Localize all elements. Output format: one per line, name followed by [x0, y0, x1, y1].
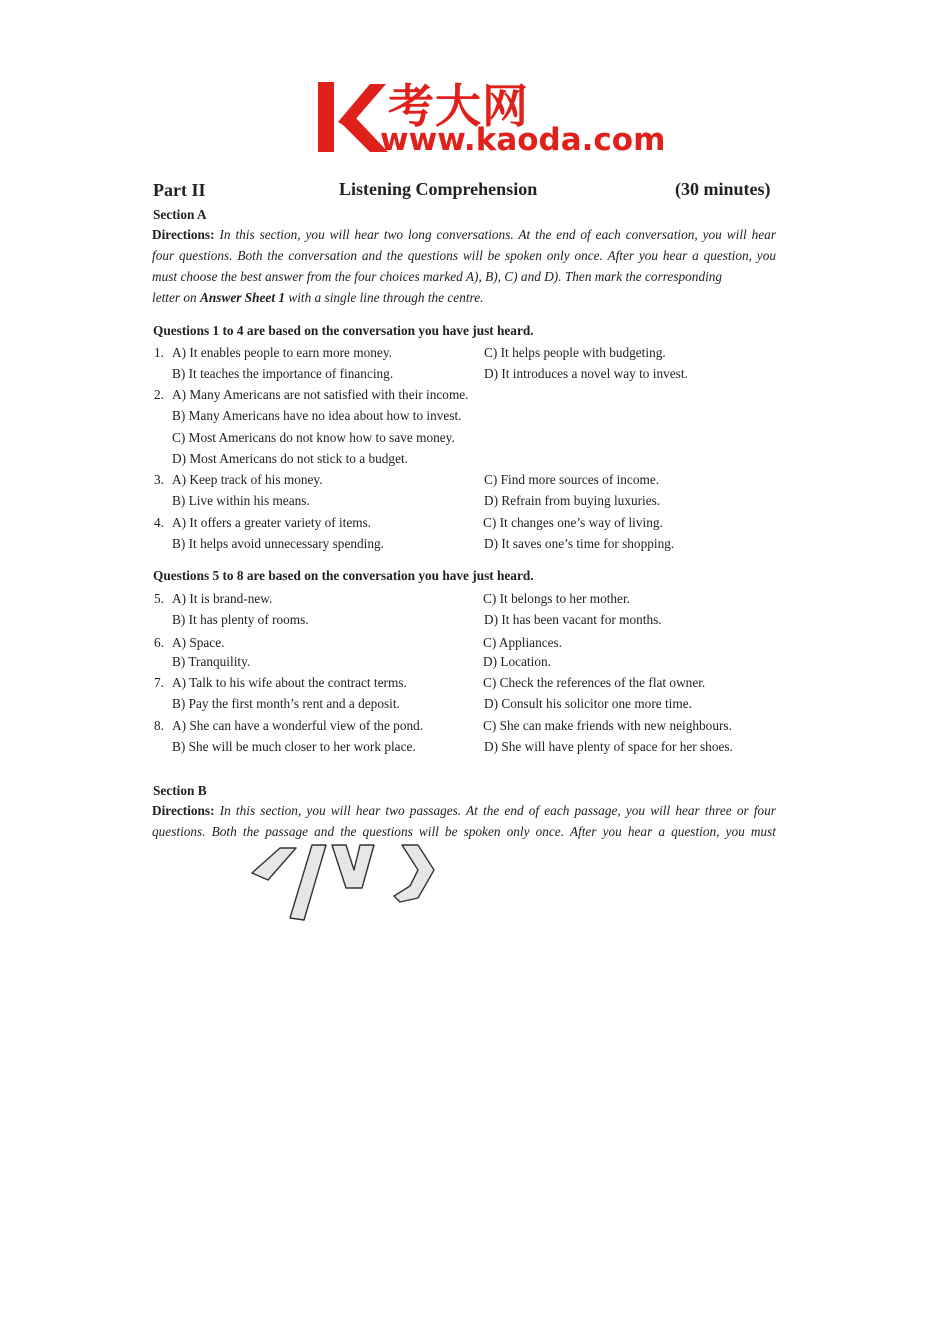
q2-option-c: C) Most Americans do not know how to save money.	[172, 430, 455, 445]
page-title: Listening Comprehension	[339, 179, 538, 199]
q1-option-d: D) It introduces a novel way to invest.	[484, 366, 688, 381]
kaoda-logo	[318, 72, 666, 162]
q6-option-b: B) Tranquility.	[172, 654, 251, 669]
q3-option-c: C) Find more sources of income.	[484, 472, 660, 487]
q4-option-d: D) It saves one’s time for shopping.	[484, 536, 675, 551]
q7-option-c: C) Check the references of the flat owner.	[483, 675, 706, 690]
q2-option-b: B) Many Americans have no idea about how to invest.	[172, 408, 462, 423]
section-a-directions	[152, 224, 776, 308]
q8-option-b: B) She will be much closer to her work place.	[172, 739, 416, 754]
q3-option-b: B) Live within his means.	[172, 493, 310, 508]
q4-option-c: C) It changes one’s way of living.	[483, 515, 663, 530]
logo-url-text: www.kaoda.com	[380, 122, 666, 158]
q4-option-a: A) It offers a greater variety of items.	[172, 515, 372, 530]
q7-option-d: D) Consult his solicitor one more time.	[484, 696, 692, 711]
q8-number: 8.	[154, 718, 164, 733]
time-label: (30 minutes)	[675, 179, 771, 199]
part-label: Part II	[153, 180, 206, 200]
q4-number: 4.	[154, 515, 164, 530]
q8-option-d: D) She will have plenty of space for her shoes.	[484, 739, 733, 754]
q6-option-a: A) Space.	[172, 635, 225, 650]
q1-number: 1.	[154, 345, 164, 360]
q7-number: 7.	[154, 675, 164, 690]
q4-option-b: B) It helps avoid unnecessary spending.	[172, 536, 384, 551]
directions-line-1: In this section, you will hear two long conversations. At the end of each conversation, you will hear	[219, 227, 777, 242]
q8-option-c: C) She can make friends with new neighbours.	[483, 718, 732, 733]
watermark-fragment-icon	[250, 840, 440, 925]
group-2-heading: Questions 5 to 8 are based on the conversation you have just heard.	[153, 568, 534, 583]
group-1-heading: Questions 1 to 4 are based on the conversation you have just heard.	[153, 323, 534, 338]
q5-option-b: B) It has plenty of rooms.	[172, 612, 309, 627]
q7-option-b: B) Pay the first month’s rent and a deposit.	[172, 696, 400, 711]
section-b-directions-label: Directions:	[152, 803, 215, 818]
logo-chinese-text: 考大网	[388, 79, 529, 133]
q7-option-a: A) Talk to his wife about the contract terms.	[172, 675, 407, 690]
q5-number: 5.	[154, 591, 164, 606]
directions-line-2: four questions. Both the conversation and the questions will be spoken only once. After you hear a question, you	[152, 248, 776, 263]
q5-option-c: C) It belongs to her mother.	[483, 591, 630, 606]
q2-option-a: A) Many Americans are not satisfied with their income.	[172, 387, 469, 402]
q8-option-a: A) She can have a wonderful view of the pond.	[172, 718, 424, 733]
k-logo-icon	[318, 82, 388, 152]
q5-option-d: D) It has been vacant for months.	[484, 612, 662, 627]
section-a-title: Section A	[153, 207, 207, 222]
directions-line-3: must choose the best answer from the four choices marked A), B), C) and D). Then mark the corresponding	[152, 269, 723, 284]
section-b-directions-line-2: questions. Both the passage and the questions will be spoken only once. After you hear a question, you must	[152, 824, 776, 839]
q3-option-d: D) Refrain from buying luxuries.	[484, 493, 661, 508]
q5-option-a: A) It is brand-new.	[172, 591, 273, 606]
directions-line-4c: with a single line through the centre.	[288, 290, 484, 305]
q6-option-d: D) Location.	[483, 654, 551, 669]
section-b-directions	[152, 800, 776, 842]
q1-option-b: B) It teaches the importance of financing.	[172, 366, 394, 381]
answer-sheet-ref: Answer Sheet 1	[200, 290, 285, 305]
directions-line-4a: letter on	[152, 290, 197, 305]
directions-label: Directions:	[152, 227, 215, 242]
q1-option-c: C) It helps people with budgeting.	[484, 345, 666, 360]
q2-number: 2.	[154, 387, 164, 402]
section-b-title: Section B	[153, 783, 207, 798]
section-b-directions-line-1: In this section, you will hear two passages. At the end of each passage, you will hear three or four	[219, 803, 776, 818]
q6-option-c: C) Appliances.	[483, 635, 563, 650]
q2-option-d: D) Most Americans do not stick to a budget.	[172, 451, 408, 466]
q1-option-a: A) It enables people to earn more money.	[172, 345, 392, 360]
q6-number: 6.	[154, 635, 164, 650]
q3-number: 3.	[154, 472, 164, 487]
q3-option-a: A) Keep track of his money.	[172, 472, 323, 487]
